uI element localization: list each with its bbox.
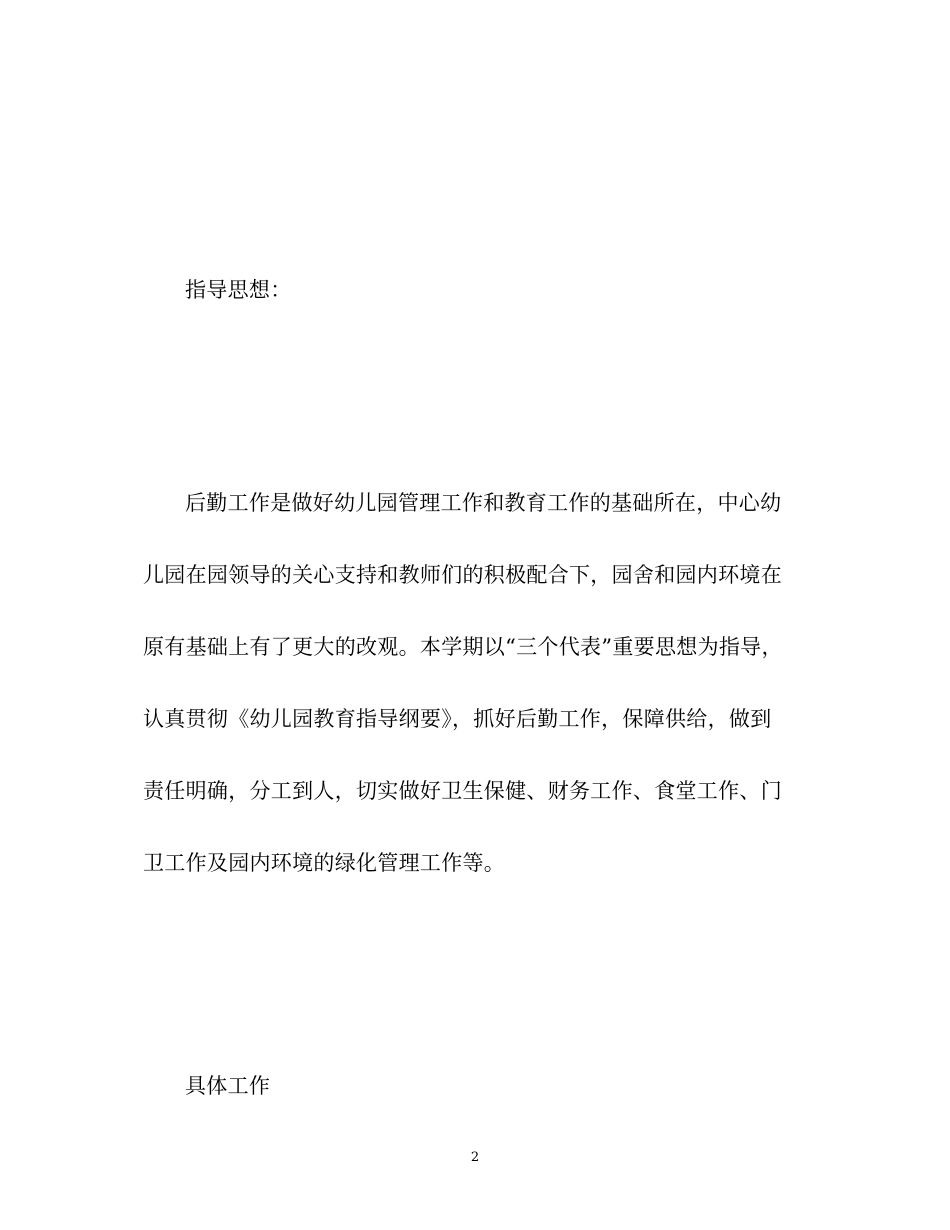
- section-heading-specific-work: 具体工作: [185, 1074, 271, 1098]
- paragraph-line: 卫工作及园内环境的绿化管理工作等。: [143, 851, 506, 875]
- paragraph-line: 认真贯彻《幼儿园教育指导纲要》，抓好后勤工作，保障供给，做到: [143, 707, 772, 731]
- paragraph-line: 原有基础上有了更大的改观。本学期以“三个代表”重要思想为指导，: [143, 635, 783, 659]
- section-heading-guiding-principle: 指导思想：: [185, 278, 292, 302]
- page-number: 2: [470, 1150, 480, 1165]
- body-paragraph: [143, 489, 803, 921]
- paragraph-line: 责任明确，分工到人，切实做好卫生保健、财务工作、食堂工作、门: [143, 779, 782, 803]
- paragraph-line: 儿园在园领导的关心支持和教师们的积极配合下，园舍和园内环境在: [143, 563, 782, 587]
- paragraph-line: 后勤工作是做好幼儿园管理工作和教育工作的基础所在，中心幼: [185, 491, 782, 515]
